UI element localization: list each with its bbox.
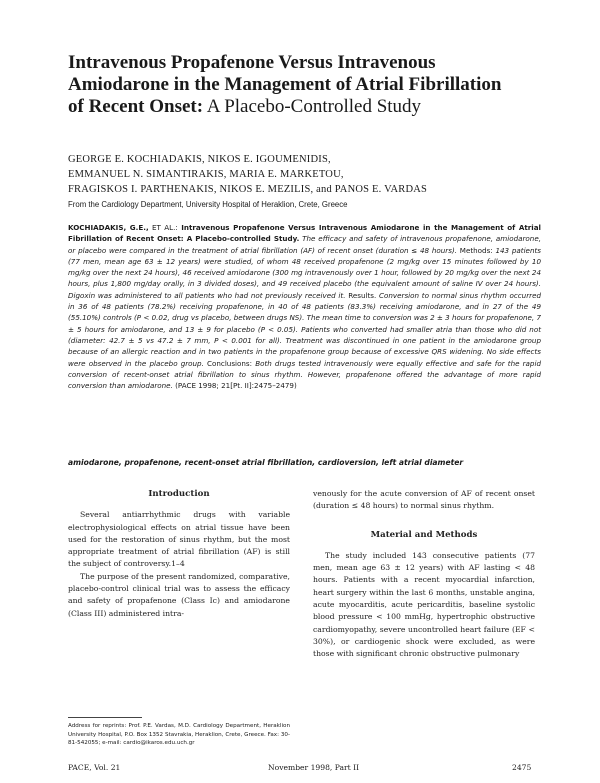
footnote-divider [68, 717, 142, 718]
methods-heading: Material and Methods [370, 529, 478, 540]
article-title [68, 52, 508, 118]
abstract-results-label: Results. [345, 290, 380, 300]
title-subtitle: A Placebo-Controlled Study [203, 96, 422, 117]
footer-journal: PACE, Vol. 21 [68, 763, 121, 772]
abstract-results: Conversion to normal sinus rhythm occurred in 36 of 48 patients (78.2%) receiving propafenone, in 40 of 48 patients (83.3%) receiving amiodarone, and in 27 of the 49 (55.10%) controls (P < 0.02, drug vs placebo, between drugs NS). The mean time to conversion was 2 ± 3 hours for propafenone, 7 ± 5 hours for amiodarone, and 13 ± 9 for placebo (P < 0.05). Patients who converted had smaller atria than those who did not (diameter: 42.7 ± 5 vs 47.2 ± 7 mm, P < 0.001 for all). Treatment was discontinued in one patient in the amiodarone group because of an allergic reaction and in two patients in the propafenone group because of excessive QRS widening. No side effects were observed in the placebo group. [68, 290, 542, 368]
abstract-methods-label: Methods: [457, 245, 496, 255]
abstract-methods: 143 patients (77 men, mean age 63 ± 12 years) were studied, of whom 48 received propafenone (2 mg/kg over 15 minutes followed by 10 mg/kg over the next 24 hours), 46 received amiodarone (300 mg intravenously over 1 hour, followed by 20 mg/kg over the next 24 hours, plus 1,800 mg/day orally, in 3 divided doses), and 49 received placebo (the equivalent amount of saline IV over 24 hours). Digoxin was administered to all patients who had not previously received it. [68, 245, 542, 300]
abstract-citation: (PACE 1998; 21[Pt. II]:2475–2479) [172, 381, 297, 391]
title-main: Intravenous Propafenone Versus Intravenous Amiodarone in the Management of Atrial Fibrillation of Recent Onset: [68, 52, 502, 117]
author-list [68, 152, 538, 197]
introduction-paragraph: Several antiarrhythmic drugs with variable electrophysiological effects on atrial tissue have been used for the restoration of sinus rhythm, but the most appropriate treatment of atrial fibrillation (AF) is still the subject of controversy.1–4 [68, 510, 290, 569]
keywords: amiodarone, propafenone, recent-onset atrial fibrillation, cardioversion, left atrial diameter [68, 458, 464, 467]
left-column [68, 488, 290, 620]
abstract-conclusions-label: Conclusions: [203, 358, 256, 368]
abstract-title: Intravenous Propafenone Versus Intravenous Amiodarone in the Management of Atrial Fibrillation of Recent Onset: A Placebo-controlled Study. [68, 223, 541, 244]
reprint-footnote: Address for reprints: Prof. P.E. Vardas, M.D. Cardiology Department, Heraklion University Hospital, P.O. Box 1352 Stavrakia, Heraklion, Crete, Greece. Fax: 30-81-542055; e-mail: cardio@ikaros.edu.uch.gr [68, 723, 290, 747]
page-number: 2475 [512, 763, 532, 772]
author-line: FRAGISKOS I. PARTHENAKIS, NIKOS E. MEZILIS, and PANOS E. VARDAS [68, 184, 428, 195]
abstract-lead: KOCHIADAKIS, G.E., [68, 223, 149, 232]
footer-date: November 1998, Part II [268, 763, 360, 772]
methods-paragraph: The study included 143 consecutive patients (77 men, mean age 63 ± 12 years) with AF lasting < 48 hours. Patients with a recent myocardial infarction, heart surgery within the last 6 months, unstable angina, acute myocarditis, acute pericarditis, baseline systolic blood pressure < 100 mmHg, hypertrophic obstructive cardiomyopathy, severe uncontrolled heart failure (EF < 30%), or cardiogenic shock were excluded, as were those with significant chronic obstructive pulmonary [313, 550, 535, 659]
abstract-intro: The efficacy and safety of intravenous propafenone, amiodarone, or placebo were compared in the treatment of atrial fibrillation (AF) of recent onset (duration ≤ 48 hours). [68, 234, 541, 255]
abstract-et-al: ET AL.: [148, 223, 182, 232]
introduction-paragraph: The purpose of the present randomized, comparative, placebo-control clinical trial was to assess the efficacy and safety of propafenone (Class Ic) and amiodarone (Class III) administered intra- [68, 571, 290, 618]
affiliation: From the Cardiology Department, University Hospital of Heraklion, Crete, Greece [68, 200, 348, 209]
abstract-conclusions: Both drugs tested intravenously were equally effective and safe for the rapid conversion of recent-onset atrial fibrillation to sinus rhythm. However, propafenone offered the advantage of more rapid conversion than amiodarone. [68, 358, 541, 391]
abstract [68, 222, 541, 391]
author-line: GEORGE E. KOCHIADAKIS, NIKOS E. IGOUMENIDIS, [68, 154, 331, 165]
author-line: EMMANUEL N. SIMANTIRAKIS, MARIA E. MARKETOU, [68, 169, 344, 180]
right-column [313, 488, 535, 661]
introduction-continuation: venously for the acute conversion of AF of recent onset (duration ≤ 48 hours) to normal sinus rhythm. [313, 489, 535, 511]
introduction-heading: Introduction [148, 489, 210, 499]
